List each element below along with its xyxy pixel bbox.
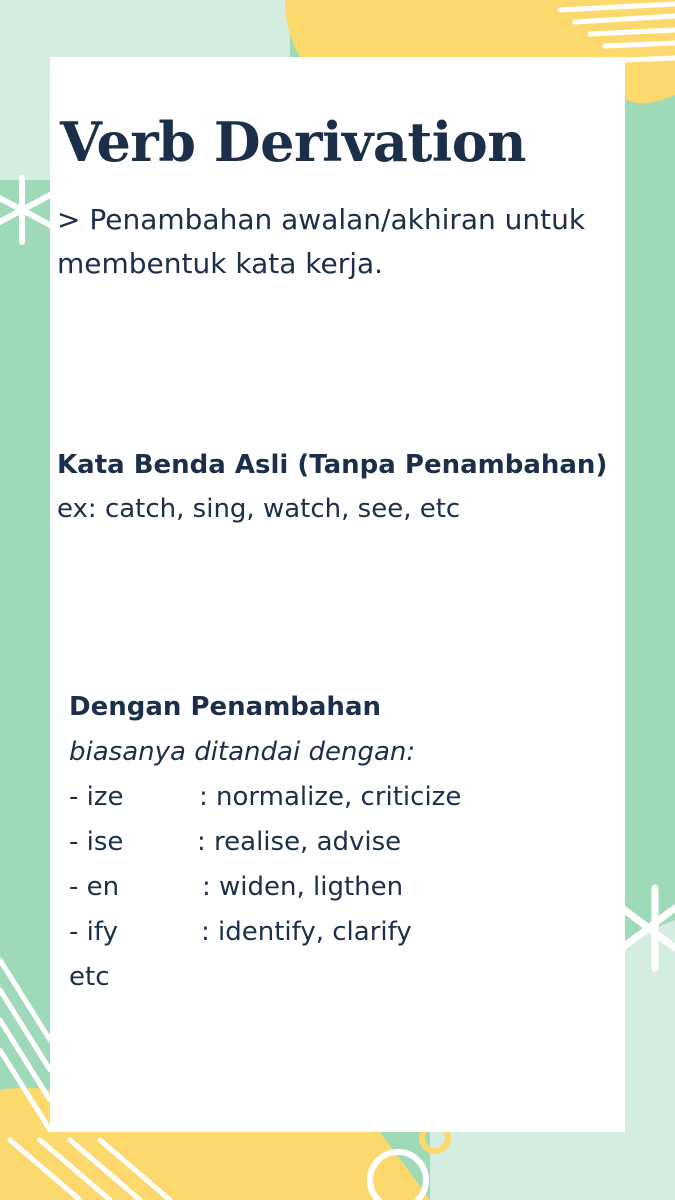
section-asli-example: ex: catch, sing, watch, see, etc — [57, 494, 461, 524]
etc-text: etc — [69, 962, 110, 992]
suffix-row-ise — [69, 827, 402, 857]
suffix-examples: : normalize, criticize — [199, 782, 462, 812]
section-penambahan-heading: Dengan Penambahan — [69, 692, 381, 722]
suffix-label: - ise — [69, 827, 124, 857]
suffix-row-ify — [69, 917, 412, 947]
suffix-examples: : realise, advise — [197, 827, 402, 857]
page-title: Verb Derivation — [60, 110, 527, 174]
suffix-examples: : identify, clarify — [201, 917, 412, 947]
suffix-row-en — [69, 872, 404, 902]
intro-text: > Penambahan awalan/akhiran untuk membentuk kata kerja. — [57, 203, 586, 280]
suffix-label: - ify — [69, 917, 118, 947]
suffix-label: - ize — [69, 782, 124, 812]
suffix-examples: : widen, ligthen — [202, 872, 404, 902]
suffix-row-ize — [69, 782, 462, 812]
section-penambahan-note: biasanya ditandai dengan: — [69, 737, 416, 767]
suffix-label: - en — [69, 872, 120, 902]
section-asli-heading: Kata Benda Asli (Tanpa Penambahan) — [57, 450, 608, 480]
